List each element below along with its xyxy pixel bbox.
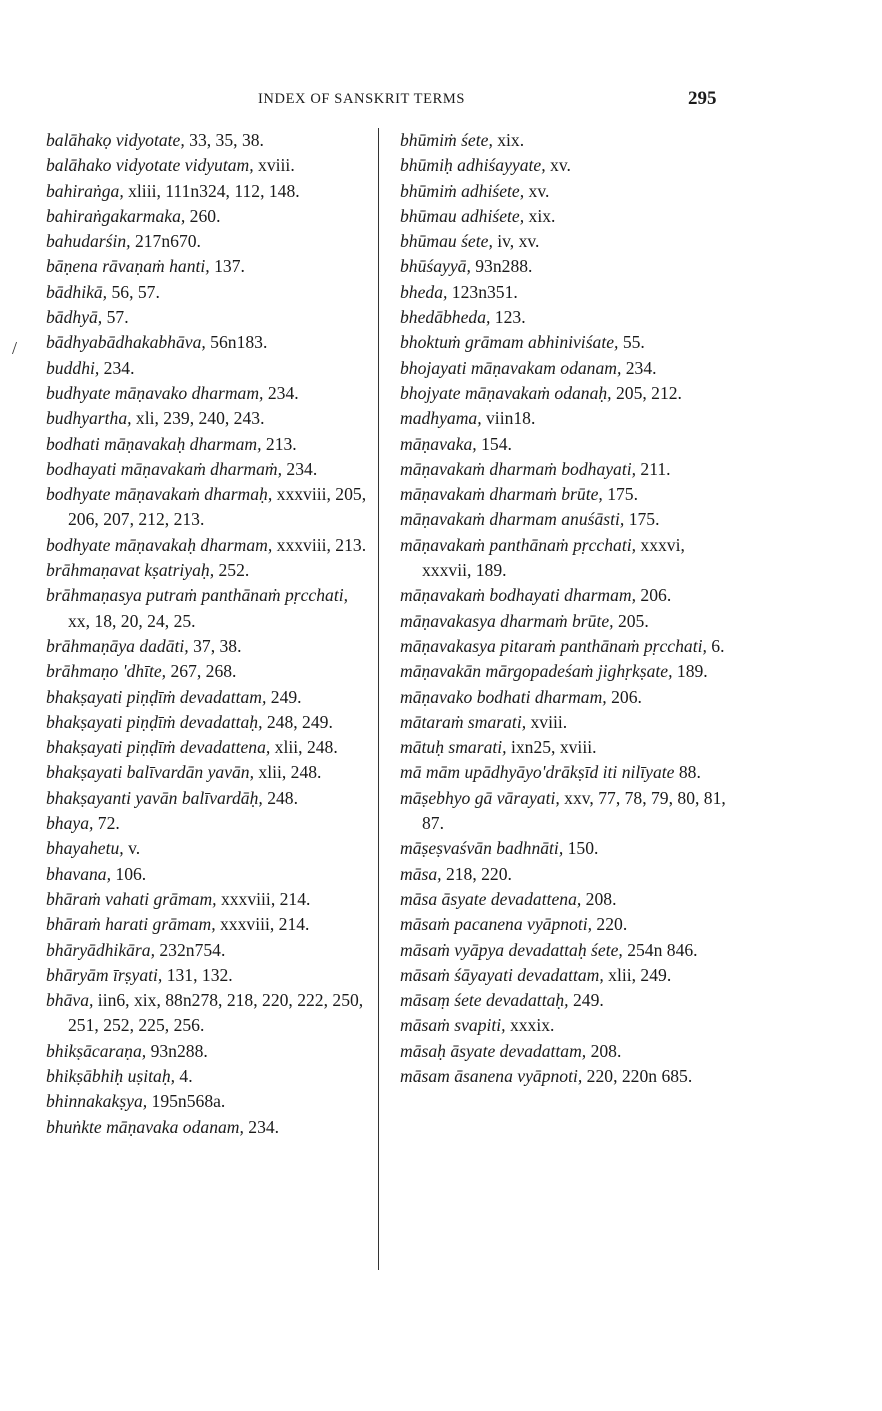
index-term: māṇavakaṁ dharmaṁ bodhayati, — [400, 458, 637, 479]
index-entry — [400, 988, 734, 1013]
index-entry — [46, 280, 374, 305]
index-entry — [400, 1064, 734, 1089]
index-term: māsam āsanena vyāpnoti, — [400, 1065, 583, 1086]
index-entry — [46, 811, 374, 836]
index-entry — [400, 128, 734, 153]
index-page-refs: 205. — [613, 610, 649, 631]
index-page-refs: 234. — [263, 382, 299, 403]
index-entry — [46, 836, 374, 861]
index-term: bodhyate māṇavakaḥ dharmam, — [46, 534, 273, 555]
index-page-refs: 220. — [592, 914, 628, 935]
index-entry — [46, 1064, 374, 1089]
index-page-refs: 234. — [243, 1116, 280, 1137]
index-entry — [46, 862, 374, 887]
index-term: bhikṣācaraṇa, — [46, 1040, 147, 1061]
index-page-refs: 55. — [618, 332, 645, 353]
index-term: bhūmiḥ adhiśayyate, — [400, 155, 546, 176]
index-page-refs: 37, 38. — [188, 635, 242, 656]
index-term: bhūmiṁ adhiśete, — [400, 180, 525, 201]
index-term: bhakṣayanti yavān balīvardāḥ, — [46, 787, 263, 808]
index-entry — [400, 153, 734, 178]
index-entry — [46, 482, 374, 533]
index-entry — [46, 305, 374, 330]
index-entry — [46, 558, 374, 583]
index-page-refs: 72. — [93, 813, 120, 834]
index-entry — [46, 356, 374, 381]
page-number: 295 — [688, 88, 717, 109]
index-term: bāṇena rāvaṇaṁ hanti, — [46, 256, 210, 277]
index-page-refs: 218, 220. — [441, 863, 512, 884]
index-term: bhedābheda, — [400, 307, 491, 328]
index-entry — [46, 786, 374, 811]
index-page-refs: v. — [123, 838, 141, 859]
index-entry — [400, 330, 734, 355]
index-page-refs: 123. — [490, 307, 526, 328]
index-term: bādhyā, — [46, 307, 103, 328]
index-page-refs: 154. — [476, 433, 512, 454]
column-divider — [378, 128, 379, 1270]
index-term: bhayahetu, — [46, 838, 124, 859]
index-term: bahiraṅga, — [46, 180, 124, 201]
index-entry — [46, 153, 374, 178]
index-page-refs: 175. — [602, 484, 638, 505]
index-page-refs: 106. — [111, 863, 147, 884]
index-page-refs: 93n288. — [146, 1040, 208, 1061]
index-entry — [46, 887, 374, 912]
index-entry — [400, 887, 734, 912]
index-term: bādhyabādhakabhāva, — [46, 332, 206, 353]
index-page-refs: 220, 220n 685. — [582, 1065, 693, 1086]
index-entry — [400, 1013, 734, 1038]
index-entry — [400, 406, 734, 431]
index-page-refs: 234. — [282, 458, 318, 479]
index-page-refs: 249. — [568, 990, 604, 1011]
index-page-refs: xli, 239, 240, 243. — [131, 408, 265, 429]
index-page-refs: 175. — [624, 509, 660, 530]
index-page-refs: 88. — [674, 762, 701, 783]
index-entry — [46, 204, 374, 229]
index-page-refs: 57. — [102, 307, 129, 328]
index-page-refs: 56, 57. — [107, 281, 160, 302]
index-page-refs: 206. — [636, 585, 672, 606]
index-term: bhakṣayati piṇḍīṁ devadattaḥ, — [46, 711, 263, 732]
index-page-refs: 150. — [563, 838, 599, 859]
index-entry — [400, 583, 734, 608]
index-entry — [46, 634, 374, 659]
index-page-refs: ixn25, xviii. — [506, 737, 597, 758]
index-entry — [400, 229, 734, 254]
index-entry — [46, 128, 374, 153]
index-entry — [46, 330, 374, 355]
index-term: bodhyate māṇavakaṁ dharmaḥ, — [46, 484, 273, 505]
index-term: brāhmaṇāya dadāti, — [46, 635, 189, 656]
index-page-refs: 56n183. — [205, 332, 268, 353]
index-column-left — [46, 128, 374, 1140]
index-term: māsaḥ āsyate devadattam, — [400, 1040, 587, 1061]
index-entry — [46, 685, 374, 710]
index-entry — [400, 862, 734, 887]
index-entry — [400, 786, 734, 837]
index-term: bhakṣayati piṇḍīṁ devadattena, — [46, 737, 271, 758]
index-entry — [400, 305, 734, 330]
index-entry — [46, 1089, 374, 1114]
index-page-refs: 248, 249. — [262, 711, 333, 732]
index-entry — [400, 659, 734, 684]
running-title: INDEX OF SANSKRIT TERMS — [258, 91, 466, 107]
index-term: bhūmau adhiśete, — [400, 205, 525, 226]
index-term: bhāraṁ harati grāmam, — [46, 914, 216, 935]
index-entry — [400, 963, 734, 988]
index-term: balāhako vidyotate vidyutam, — [46, 155, 254, 176]
index-term: māsaṁ śāyayati devadattam, — [400, 964, 604, 985]
index-term: bhāva, — [46, 990, 94, 1011]
index-entry — [400, 457, 734, 482]
index-entry — [400, 280, 734, 305]
index-term: māṇavakaṁ panthānaṁ pṛcchati, — [400, 534, 637, 555]
index-entry — [46, 1115, 374, 1140]
page-header — [0, 88, 882, 112]
index-page-refs: xxxviii, 213. — [272, 534, 367, 555]
index-term: māṣebhyo gā vārayati, — [400, 787, 560, 808]
index-column-right — [400, 128, 734, 1089]
index-entry — [46, 735, 374, 760]
index-page-refs: 260. — [185, 205, 221, 226]
index-entry — [46, 381, 374, 406]
index-page-refs: 213. — [261, 433, 297, 454]
index-term: bodhati māṇavakaḥ dharmam, — [46, 433, 262, 454]
index-term: bhojayati māṇavakam odanam, — [400, 357, 622, 378]
index-term: bhoktuṁ grāmam abhiniviśate, — [400, 332, 619, 353]
index-term: bhinnakakṣya, — [46, 1091, 148, 1112]
index-entry — [46, 229, 374, 254]
index-term: bheda, — [400, 281, 448, 302]
index-term: budhyate māṇavako dharmam, — [46, 382, 264, 403]
index-entry — [46, 533, 374, 558]
index-entry — [46, 988, 374, 1039]
index-term: māsaṁ vyāpya devadattaḥ śete, — [400, 939, 623, 960]
index-entry — [400, 735, 734, 760]
index-page-refs: 232n754. — [154, 939, 226, 960]
index-entry — [46, 1039, 374, 1064]
index-term: māṇavakaṁ dharmaṁ brūte, — [400, 484, 603, 505]
index-page-refs: xv. — [545, 155, 571, 176]
index-entry — [400, 204, 734, 229]
index-page-refs: 205, 212. — [611, 382, 682, 403]
index-entry — [400, 179, 734, 204]
index-term: māṇavakaṁ dharmam anuśāsti, — [400, 509, 625, 530]
index-term: buddhi, — [46, 357, 100, 378]
index-entry — [400, 356, 734, 381]
index-term: bhāryādhikāra, — [46, 939, 155, 960]
index-entry — [46, 583, 374, 634]
index-term: budhyartha, — [46, 408, 132, 429]
index-term: māṇavakān mārgopadeśaṁ jighṛkṣate, — [400, 661, 673, 682]
index-page-refs: 254n 846. — [622, 939, 698, 960]
index-page-refs: 33, 35, 38. — [184, 130, 264, 150]
index-entry — [46, 938, 374, 963]
index-term: bahiraṅgakarmaka, — [46, 205, 186, 226]
index-entry — [46, 760, 374, 785]
index-entry — [400, 760, 734, 785]
index-entry — [400, 710, 734, 735]
index-page-refs: 234. — [621, 357, 657, 378]
index-page-refs: 4. — [175, 1065, 193, 1086]
index-entry — [46, 179, 374, 204]
index-term: bhaya, — [46, 813, 94, 834]
index-page-refs: xliii, 111n324, 112, 148. — [123, 180, 300, 201]
index-term: bhojyate māṇavakaṁ odanaḥ, — [400, 382, 612, 403]
index-entry — [400, 432, 734, 457]
index-term: māṇavaka, — [400, 433, 477, 454]
index-entry — [400, 634, 734, 659]
index-entry — [46, 254, 374, 279]
index-term: bhūmau śete, — [400, 231, 493, 252]
index-page-refs: xxxviii, 214. — [215, 914, 310, 935]
index-term: bhakṣayati balīvardān yavān, — [46, 762, 254, 783]
index-entry — [400, 482, 734, 507]
index-term: bhūśayyā, — [400, 256, 471, 277]
index-entry — [400, 507, 734, 532]
index-page-refs: 208. — [586, 1040, 622, 1061]
index-page-refs: 93n288. — [470, 256, 533, 277]
index-term: māṇavakasya dharmaṁ brūte, — [400, 610, 614, 631]
index-page-refs: 208. — [581, 888, 617, 909]
index-term: bādhikā, — [46, 281, 108, 302]
index-page-refs: 234. — [99, 357, 135, 378]
index-page-refs: viin18. — [481, 408, 536, 429]
index-page-refs: xlii, 248. — [254, 762, 322, 783]
index-entry — [46, 912, 374, 937]
index-term: bhūmiṁ śete, — [400, 130, 493, 150]
index-entry — [400, 254, 734, 279]
index-term: bhāraṁ vahati grāmam, — [46, 888, 217, 909]
index-page-refs: xxxix. — [505, 1015, 555, 1036]
index-term: bodhayati māṇavakaṁ dharmaṁ, — [46, 458, 283, 479]
index-term: bhavana, — [46, 863, 111, 884]
index-term: balāhakọ vidyotate, — [46, 130, 185, 150]
index-entry — [400, 685, 734, 710]
index-page-refs: xix. — [492, 130, 525, 150]
index-page-refs: 189. — [672, 661, 708, 682]
index-page-refs: xxv, 77, 78, 79, 80, 81, 87. — [422, 787, 726, 834]
index-entry — [46, 710, 374, 735]
index-entry — [46, 432, 374, 457]
margin-mark-icon: / — [12, 338, 18, 358]
index-term: madhyama, — [400, 408, 482, 429]
index-term: bhakṣayati piṇḍīṁ devadattam, — [46, 686, 267, 707]
index-entry — [400, 1039, 734, 1064]
index-entry — [46, 457, 374, 482]
index-page-refs: xv. — [524, 180, 550, 201]
index-entry — [400, 912, 734, 937]
index-page-refs: xviii. — [526, 711, 568, 732]
index-term: māsaṁ pacanena vyāpnoti, — [400, 914, 593, 935]
index-term: māṇavakasya pitaraṁ panthānaṁ pṛcchati, — [400, 635, 707, 656]
index-page-refs: 267, 268. — [166, 661, 237, 682]
index-entry — [400, 609, 734, 634]
index-page-refs: xxxvi, xxxvii, 189. — [422, 534, 685, 581]
index-term: māṣeṣvaśvān badhnāti, — [400, 838, 564, 859]
index-term: mātuḥ smarati, — [400, 737, 507, 758]
index-page-refs: xix. — [524, 205, 556, 226]
index-page-refs: iin6, xix, 88n278, 218, 220, 222, 250, 251, 252, 225, 256. — [68, 990, 364, 1036]
index-entry — [400, 533, 734, 584]
index-page-refs: 206. — [606, 686, 642, 707]
index-page-refs: 131, 132. — [162, 964, 233, 985]
index-term: bhikṣābhiḥ uṣitaḥ, — [46, 1065, 176, 1086]
index-term: māsa āsyate devadattena, — [400, 888, 582, 909]
index-page-refs: 137. — [209, 256, 245, 277]
index-term: brāhmaṇo 'dhīte, — [46, 661, 167, 682]
index-term: bhuṅkte māṇavaka odanam, — [46, 1116, 244, 1137]
index-term: brāhmaṇavat kṣatriyaḥ, — [46, 560, 215, 581]
index-page-refs: 252. — [214, 560, 250, 581]
index-page-refs: xlii, 249. — [603, 964, 672, 985]
index-term: māṇavako bodhati dharmam, — [400, 686, 607, 707]
index-page-refs: 249. — [266, 686, 302, 707]
index-term: mā mām upādhyāyo'drākṣīd iti nilīyate — [400, 762, 675, 783]
index-page-refs: 123n351. — [447, 281, 518, 302]
index-entry — [400, 938, 734, 963]
index-page-refs: 217n670. — [130, 231, 201, 252]
index-term: māsa, — [400, 863, 442, 884]
index-page-refs: 248. — [262, 787, 298, 808]
index-entry — [400, 381, 734, 406]
index-term: brāhmaṇasya putraṁ panthānaṁ pṛcchati, — [46, 585, 349, 606]
index-page-refs: iv, xv. — [492, 231, 540, 252]
index-term: bhāryām īrṣyati, — [46, 964, 163, 985]
index-page-refs: xxxviii, 205, 206, 207, 212, 213. — [68, 484, 367, 530]
index-term: māṇavakaṁ bodhayati dharmam, — [400, 585, 637, 606]
index-entry — [400, 836, 734, 861]
index-page-refs: 211. — [636, 458, 671, 479]
index-page-refs: xx, 18, 20, 24, 25. — [68, 610, 196, 631]
index-page-refs: 6. — [706, 635, 725, 656]
index-term: māsaṃ śete devadattaḥ, — [400, 990, 569, 1011]
index-page-refs: xviii. — [253, 155, 295, 176]
index-page-refs: xxxviii, 214. — [216, 888, 311, 909]
index-page-refs: 195n568a. — [147, 1091, 226, 1112]
index-entry — [46, 963, 374, 988]
index-term: bahudarśin, — [46, 231, 131, 252]
index-term: māsaṁ svapiti, — [400, 1015, 506, 1036]
index-entry — [46, 406, 374, 431]
index-page-refs: xlii, 248. — [270, 737, 338, 758]
index-entry — [46, 659, 374, 684]
index-term: mātaraṁ smarati, — [400, 711, 527, 732]
